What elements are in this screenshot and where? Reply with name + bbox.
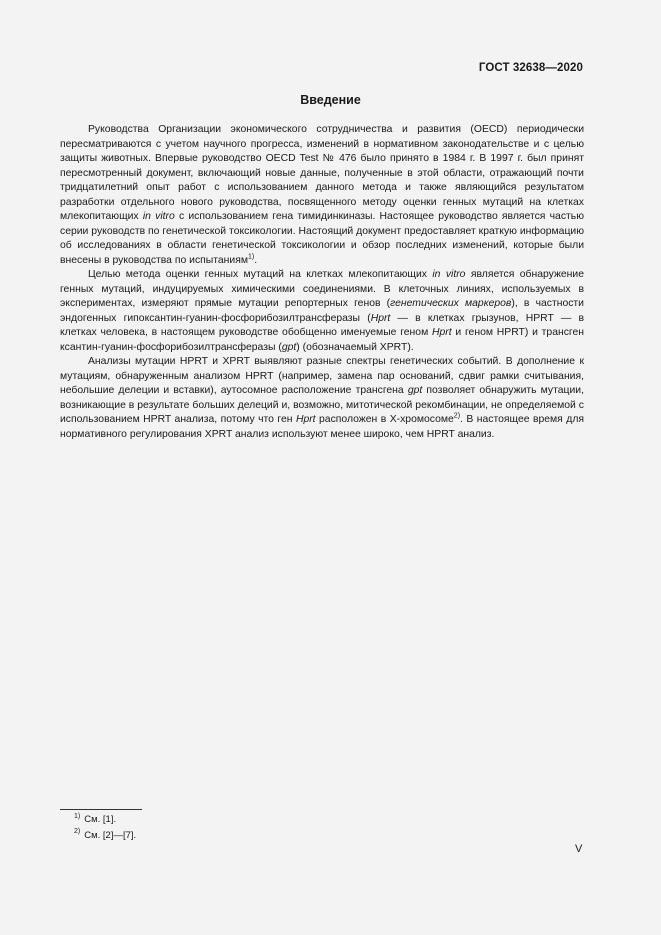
- italic-term: gpt: [407, 385, 423, 396]
- paragraph-1: [60, 123, 584, 268]
- footnote-mark: 2): [74, 828, 81, 836]
- italic-term: генетических маркеров: [390, 298, 512, 309]
- italic-term: Hprt: [295, 414, 316, 425]
- text-run: с использованием гена тимидинкиназы. Настоящее руководство является частью серии руководств по генетической токсикологии. Настоящий документ предоставляет краткую информацию об исследованиях в области генетической токсикологии и обзор последних изменений, которые были внесены в руководства по испытаниям: [60, 211, 584, 266]
- footnote-ref-2[interactable]: 2): [453, 412, 461, 420]
- italic-term: gpt: [281, 341, 297, 353]
- paragraph-2: [60, 268, 584, 355]
- text-run: Целью метода оценки генных мутаций на клетках млекопитающих: [88, 269, 433, 280]
- italic-term: Hprt: [432, 327, 452, 338]
- footnote-text: См. [1].: [84, 814, 117, 825]
- section-title: Введение: [300, 93, 361, 107]
- text-run: позволяет обнаружить мутации, возникающие в результате больших делеций и, возможно, митотической рекомбинации, не определяемой с использованием HPRT анализа, потому что ген: [60, 385, 584, 425]
- body-text: [60, 123, 584, 442]
- text-run: расположен в X-хромосоме: [315, 414, 454, 425]
- paragraph-3: [60, 355, 584, 442]
- footnote-divider: [60, 809, 142, 810]
- text-run: . В настоящее время для нормативного регулирования XPRT анализ используют менее широко, чем HPRT анализ.: [60, 414, 585, 440]
- text-run: .: [254, 254, 258, 266]
- footnote-text: См. [2]—[7].: [84, 829, 137, 841]
- footnote-ref-1[interactable]: 1): [247, 253, 255, 261]
- italic-term: in vitro: [142, 211, 175, 222]
- text-run: — в клетках грызунов, HPRT — в клетках человека, в настоящем руководстве обобщенно именуемые геном: [60, 312, 584, 338]
- footnotes: [74, 812, 136, 843]
- footnote-2: [74, 828, 136, 844]
- text-run: Руководства Организации экономического сотрудничества и развития (OECD) периодически пересматриваются с учетом научного прогресса, изменений в нормативном законодательстве и с целью защиты животных. Впервые руководство OECD Test № 476 было принято в 1984 г. В 1997 г. был принят пересмотренный документ, включающий новые данные, полученные в этой области, отражающий почти тридцатилетний опыт работ с использованием данного метода и также являющийся результатом разработки отдельного нового руководства, посвященного методу оценки генных мутаций на клетках млекопитающих: [60, 124, 584, 222]
- page-number: V: [575, 843, 583, 855]
- text-run: ), в частности эндогенных гипоксантин-гуанин-фосфорибозилтрансферазы (: [60, 298, 584, 324]
- footnote-mark: 1): [74, 812, 81, 820]
- italic-term: in vitro: [432, 269, 466, 280]
- text-run: и геном HPRT) и трансген ксантин-гуанин-фосфорибозилтрансферазы (: [60, 327, 584, 353]
- text-run: является обнаружение генных мутаций, индуцируемых химическими соединениями. В клеточных линиях, используемых в экспериментах, измеряют прямые мутации репортерных генов (: [60, 269, 585, 309]
- italic-term: Hprt: [370, 312, 391, 324]
- text-run: ) (обозначаемый XPRT).: [296, 341, 414, 353]
- document-code: ГОСТ 32638—2020: [478, 62, 583, 74]
- text-run: Анализы мутации HPRT и XPRT выявляют разные спектры генетических событий. В дополнение к мутациям, обнаруженным анализом HPRT (например, замена пар оснований, сдвиг рамки считывания, небольшие делеции и вставки), аутосомное расположение трансгена: [60, 356, 584, 396]
- footnote-1: [74, 812, 136, 828]
